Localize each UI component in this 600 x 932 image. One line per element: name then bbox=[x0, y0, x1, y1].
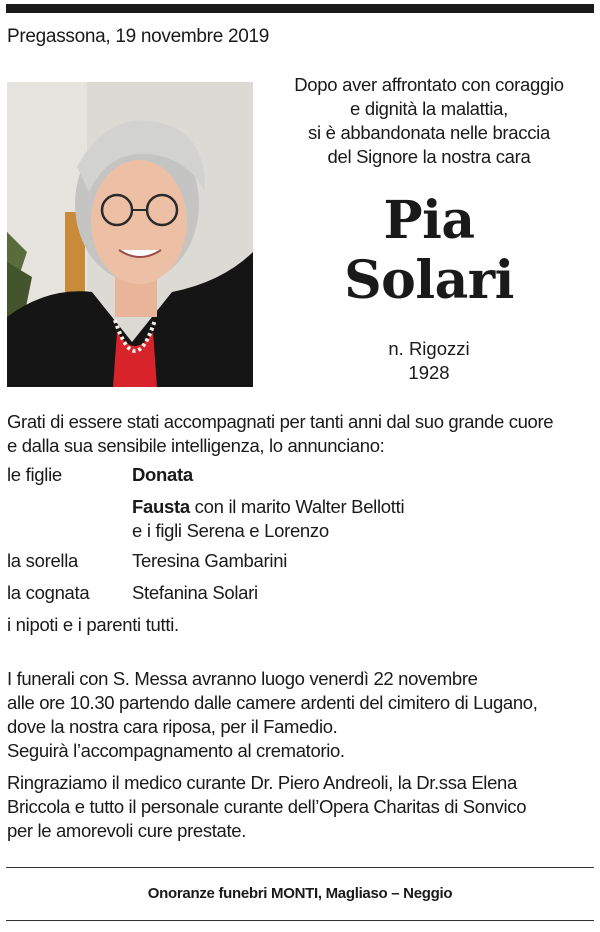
funeral-home-credit: Onoranze funebri MONTI, Magliaso – Neggio bbox=[147, 885, 453, 902]
gratitude-text bbox=[7, 410, 597, 458]
funeral-line: alle ore 10.30 partendo dalle camere ardenti del cimitero di Lugano, bbox=[7, 692, 538, 713]
intro-text bbox=[262, 73, 596, 169]
maiden-name: n. Rigozzi bbox=[388, 338, 470, 359]
thanks-notice bbox=[7, 771, 597, 843]
funeral-line: I funerali con S. Messa avranno luogo venerdì 22 novembre bbox=[7, 668, 478, 689]
funeral-notice bbox=[7, 667, 597, 763]
daughter-2-children: e i figli Serena e Lorenzo bbox=[132, 520, 329, 541]
sister-name: Teresina Gambarini bbox=[132, 550, 288, 571]
deceased-first-name: Pia bbox=[383, 190, 475, 251]
daughter-2-name: Fausta bbox=[132, 496, 190, 517]
footer-top-divider bbox=[6, 867, 594, 868]
daughter-1-name: Donata bbox=[132, 464, 193, 485]
intro-line: si è abbandonata nelle braccia bbox=[308, 122, 550, 143]
intro-line: del Signore la nostra cara bbox=[327, 146, 531, 167]
thanks-line: Briccola e tutto il personale curante dell’Opera Charitas di Sonvico bbox=[7, 796, 527, 817]
top-border-bar bbox=[6, 4, 594, 13]
sister-in-law-name: Stefanina Solari bbox=[132, 582, 258, 603]
daughter-2-entry bbox=[132, 495, 404, 519]
other-relatives: i nipoti e i parenti tutti. bbox=[7, 614, 179, 635]
intro-line: Dopo aver affrontato con coraggio bbox=[294, 74, 564, 95]
place-date: Pregassona, 19 novembre 2019 bbox=[7, 26, 270, 47]
footer-bottom-divider bbox=[6, 920, 594, 921]
funeral-line: Seguirà l’accompagnamento al crematorio. bbox=[7, 740, 345, 761]
sister-label: la sorella bbox=[7, 550, 79, 571]
thanks-line: Ringraziamo il medico curante Dr. Piero Andreoli, la Dr.ssa Elena bbox=[7, 772, 517, 793]
intro-line: e dignità la malattia, bbox=[350, 98, 508, 119]
thanks-line: per le amorevoli cure prestate. bbox=[7, 820, 247, 841]
funeral-line: dove la nostra cara riposa, per il Famedio. bbox=[7, 716, 338, 737]
gratitude-line: Grati di essere stati accompagnati per tanti anni dal suo grande cuore bbox=[7, 411, 554, 432]
daughter-2-spouse: con il marito Walter Bellotti bbox=[189, 496, 405, 517]
portrait-illustration bbox=[7, 82, 253, 387]
gratitude-line: e dalla sua sensibile intelligenza, lo annunciano: bbox=[7, 435, 385, 456]
daughters-label: le figlie bbox=[7, 464, 62, 485]
portrait-photo bbox=[7, 82, 253, 387]
birth-year: 1928 bbox=[408, 362, 450, 383]
deceased-last-name: Solari bbox=[344, 250, 514, 311]
sister-in-law-label: la cognata bbox=[7, 582, 90, 603]
